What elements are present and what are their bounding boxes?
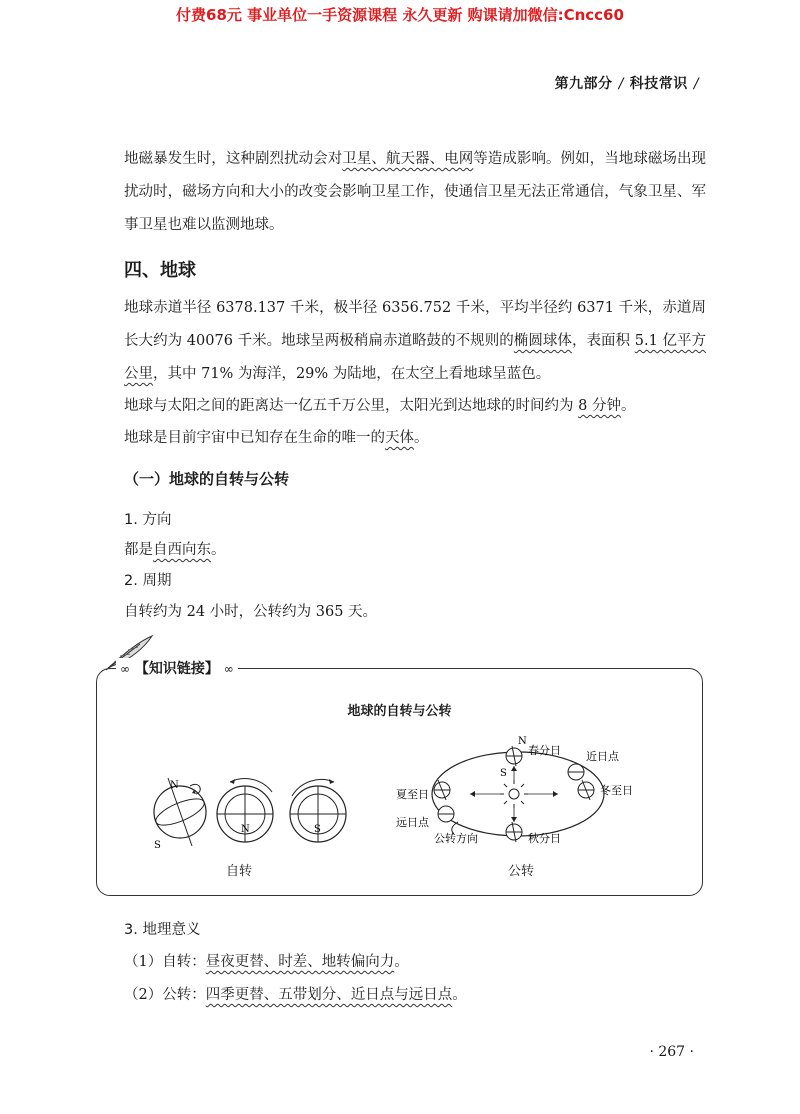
promo-banner: 付费68元 事业单位一手资源课程 永久更新 购课请加微信:Cncc60 [176, 6, 624, 24]
chain-icon: ∞ [223, 662, 234, 676]
label-winter: 冬至日 [600, 784, 633, 797]
text: ，其中 71% 为海洋，29% 为陆地，在太空上看地球呈蓝色。 [153, 366, 551, 382]
subsection-title: （一）地球的自转与公转 [124, 470, 290, 488]
chain-icon: ∞ [120, 662, 130, 676]
section-title: 四、地球 [124, 260, 196, 281]
underlined-text: 四季更替、五带划分、近日点与远日点 [205, 987, 453, 1003]
underlined-text: 昼夜更替、时差、地转偏向力 [205, 954, 395, 970]
revolution-diagram [388, 730, 648, 860]
knowledge-tab [116, 658, 238, 678]
item-meaning-title: 3. 地理意义 [124, 922, 201, 938]
paragraph-geomagnetic-storm [124, 143, 706, 242]
text: 。 [620, 398, 636, 414]
label-direction: 公转方向 [434, 832, 478, 845]
meaning-revolution [124, 983, 467, 1004]
text: ，表面积 [571, 333, 635, 349]
underlined-text: 自西向东 [153, 542, 211, 558]
figure-title: 地球的自转与公转 [347, 704, 452, 719]
meaning-rotation [124, 950, 409, 971]
earth-autumn-icon [506, 822, 522, 842]
header-slash-end: / [693, 76, 699, 92]
underlined-text: 卫星、航天器、电网 [342, 151, 474, 167]
rotation-caption: 自转 [226, 864, 253, 879]
item-direction-text [124, 538, 226, 559]
item-period-text: 自转约为 24 小时，公转约为 365 天。 [124, 604, 378, 620]
item-direction-title: 1. 方向 [124, 512, 172, 528]
paragraph-sun-distance [124, 390, 706, 423]
text: 等造成影响。例如，当地球磁场出现扰动时，磁场方向和大小的改变会影响卫星工作，使通信卫星无法正常通信，气象卫星、军事卫星也难以监测地球。 [124, 151, 707, 233]
label-aphelion: 远日点 [396, 816, 429, 829]
text: 。 [414, 430, 429, 446]
label-spring: 春分日 [528, 744, 561, 757]
paragraph-unique-body [124, 422, 706, 455]
knowledge-tab-label: 【知识链接】 [134, 661, 219, 677]
text: 地球赤道半径 6378.137 千米，极半径 6356.752 千米，平均半径约 6371 千米，赤道周长大约为 40076 千米。地球呈两极稍扁赤道略鼓的不规则的 [124, 300, 706, 349]
label-perihelion: 近日点 [586, 750, 619, 763]
north-view-label: N [241, 824, 250, 835]
earth-perihelion-icon [568, 764, 584, 780]
earth-winter-icon [578, 780, 594, 800]
text: （2）公转： [124, 987, 206, 1003]
sun-icon [500, 780, 528, 808]
underlined-text: 8 分钟 [578, 398, 621, 414]
underlined-text: 5.1 亿平方公里 [124, 333, 707, 382]
part-label: 第九部分 [554, 76, 613, 92]
header-slash: / [618, 76, 624, 92]
topic-label: 科技常识 [629, 76, 688, 92]
page-number: · 267 · [649, 1044, 694, 1060]
earth-aphelion-icon [438, 806, 454, 822]
text: 地球是目前宇宙中已知存在生命的唯一的 [124, 430, 385, 446]
revolution-caption: 公转 [508, 864, 535, 879]
south-label: S [154, 840, 161, 850]
text: （1）自转： [124, 954, 206, 970]
paragraph-earth-size [124, 292, 706, 391]
label-summer: 夏至日 [396, 788, 429, 801]
label-n: N [518, 736, 527, 747]
earth-spring-icon [506, 746, 522, 766]
tilted-globe-icon [153, 778, 208, 846]
item-period-title: 2. 周期 [124, 573, 172, 589]
underlined-text: 天体 [385, 430, 414, 446]
label-s: S [500, 768, 507, 779]
underlined-text: 椭圆球体 [513, 333, 572, 349]
text: 都是 [124, 542, 153, 558]
text: 。 [394, 954, 409, 970]
north-label: N [170, 780, 179, 791]
south-view-label: S [314, 824, 321, 835]
earth-summer-icon [434, 780, 450, 800]
rotation-diagram [140, 770, 370, 850]
text: 。 [452, 987, 467, 1003]
text: 。 [211, 542, 226, 558]
label-autumn: 秋分日 [528, 832, 561, 845]
running-header [555, 73, 705, 93]
text: 地球与太阳之间的距离达一亿五千万公里，太阳光到达地球的时间约为 [124, 398, 579, 414]
text: 地磁暴发生时，这种剧烈扰动会对 [124, 151, 343, 167]
